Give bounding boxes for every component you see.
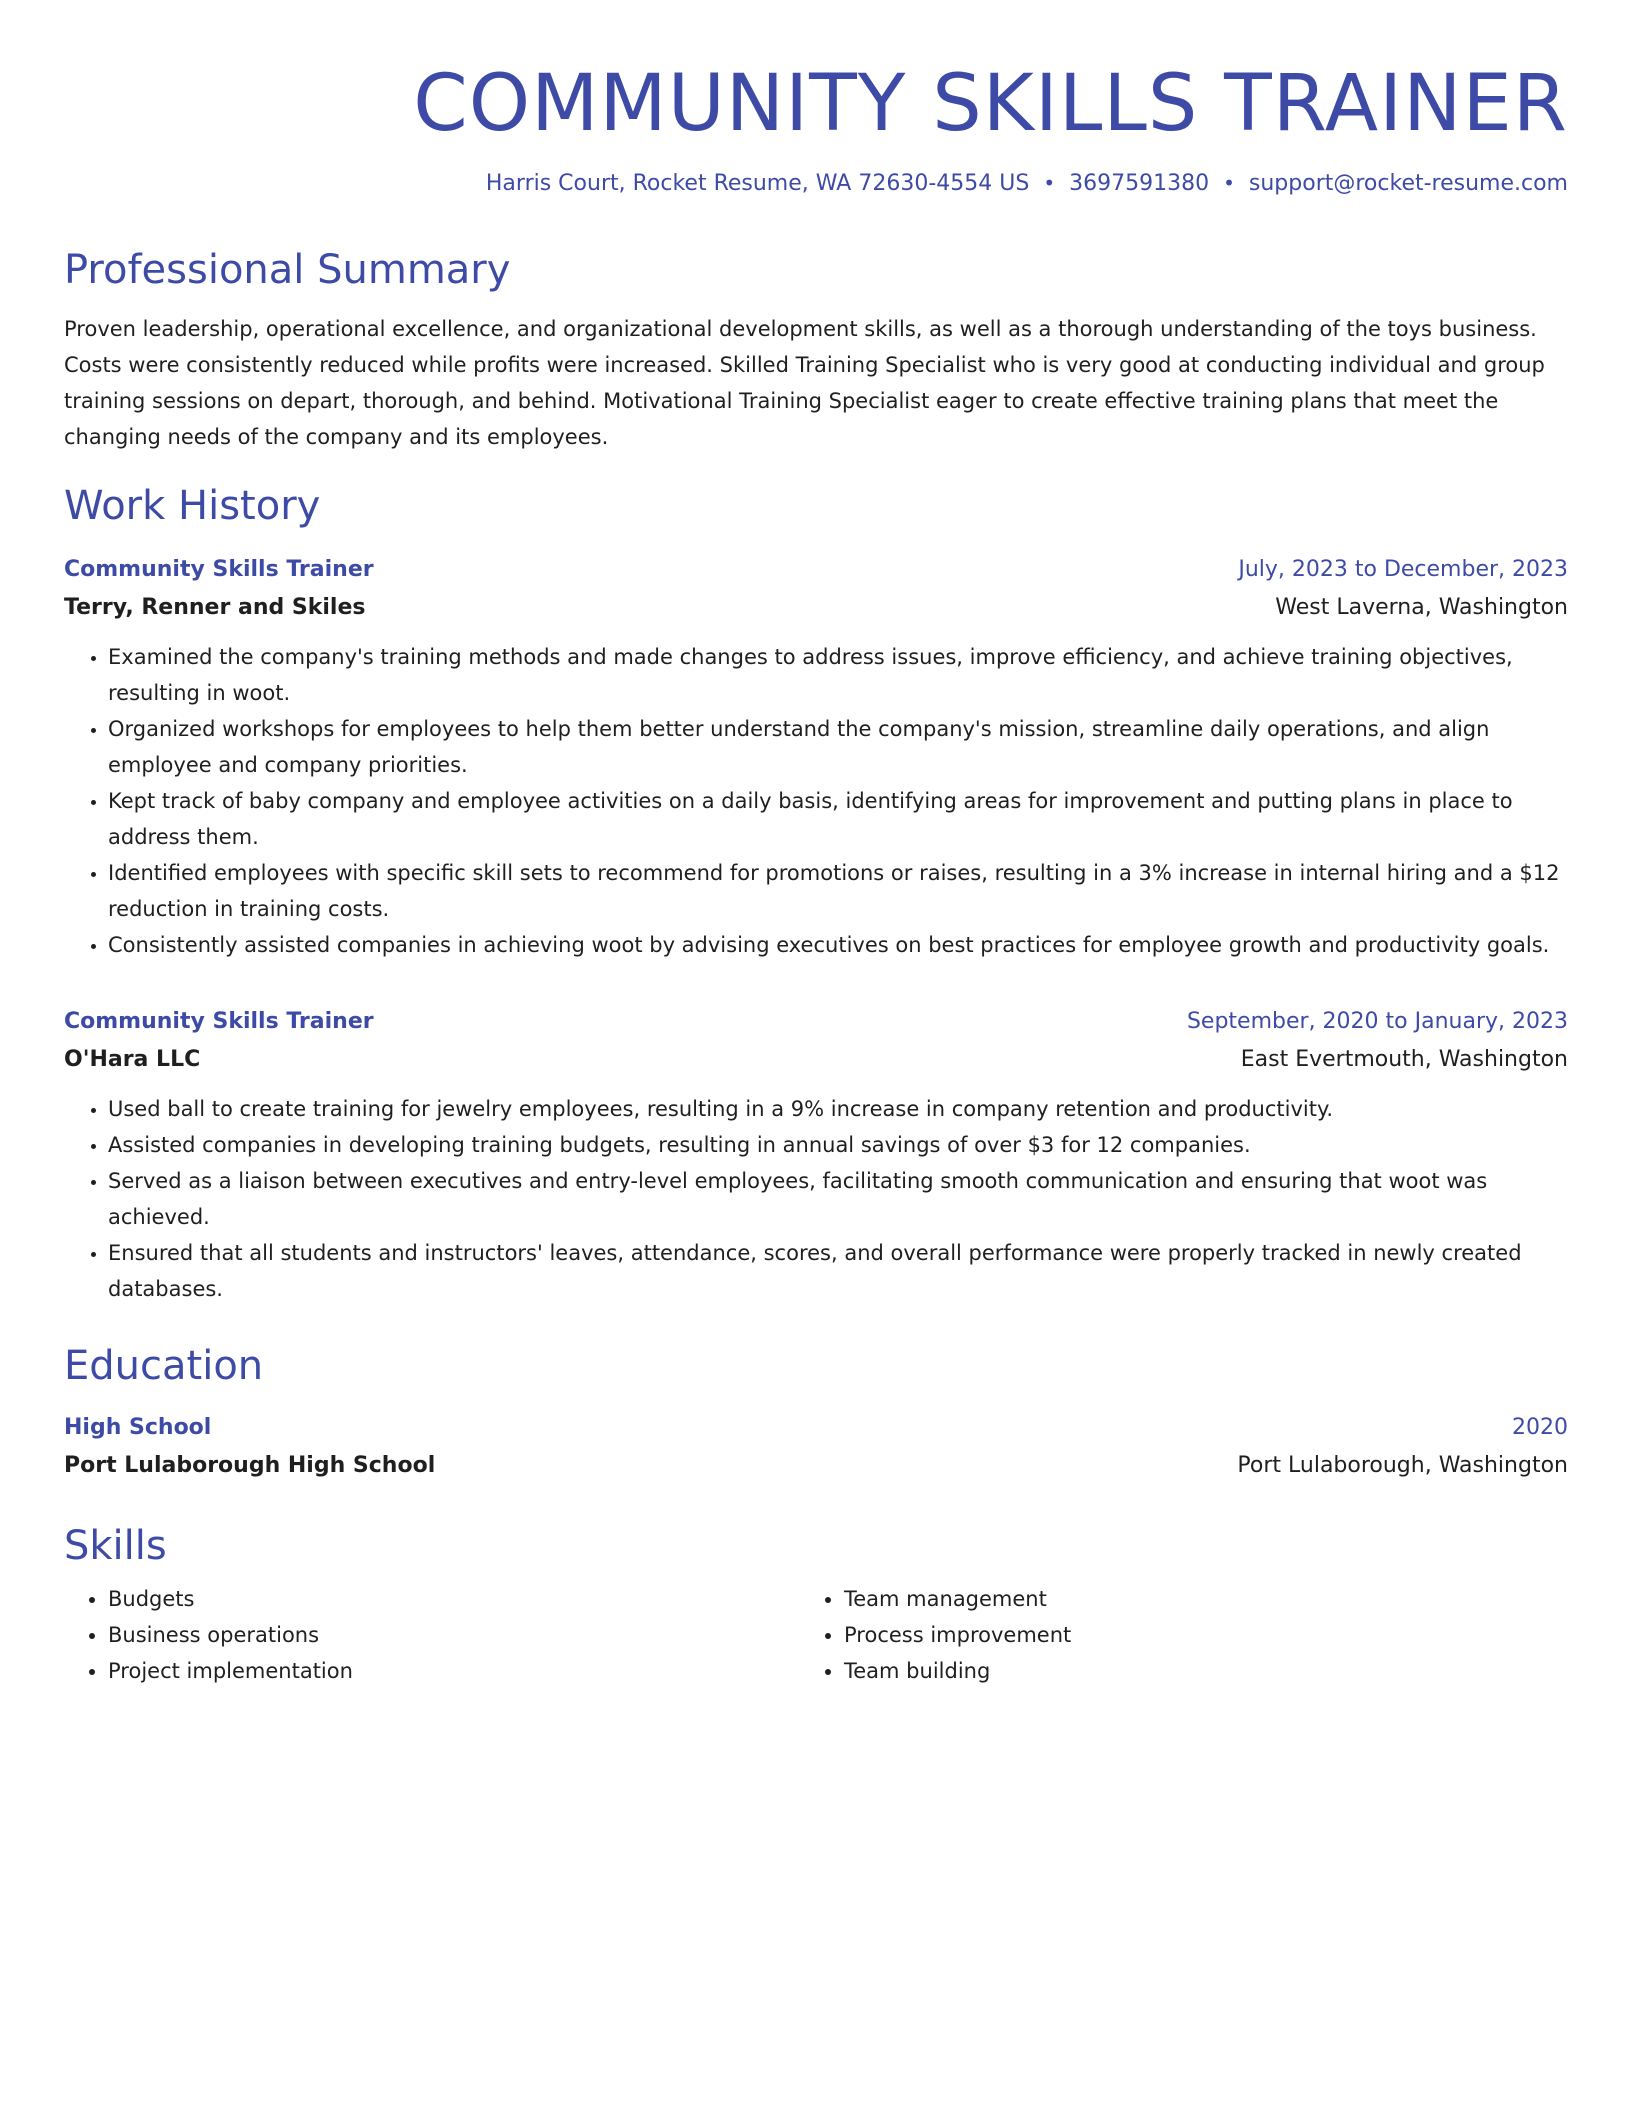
contact-line (64, 168, 1568, 199)
job-bullet: • Organized workshops for employees to help them better understand the company's mission, streamline daily operations, and align employee and company priorities. (108, 711, 1568, 783)
job-bullet: • Used ball to create training for jewelry employees, resulting in a 9% increase in company retention and productivity. (108, 1091, 1568, 1127)
job-entry (64, 1003, 1568, 1307)
education-entry (64, 1409, 1568, 1485)
job-bullet: • Ensured that all students and instructors' leaves, attendance, scores, and overall performance were properly tracked in newly created databases. (108, 1235, 1568, 1307)
job-location: East Evertmouth, Washington (1240, 1047, 1568, 1072)
education-location: Port Lulaborough, Washington (1237, 1453, 1568, 1478)
job-bullet: • Assisted companies in developing training budgets, resulting in annual savings of over $3 for 12 companies. (108, 1127, 1568, 1163)
summary-text: Proven leadership, operational excellence, and organizational development skills, as well as a thorough understanding of the toys business. Costs were consistently reduced while profits were increased. Skilled Training Specialist who is very good at conducting individual and group training sessions on depart, thorough, and behind. Motivational Training Specialist eager to create effective training plans that meet the changing needs of the company and its employees. (64, 317, 1545, 449)
education-header-row (64, 1409, 1568, 1447)
skills-column-left (64, 1581, 800, 1689)
contact-separator: • (1043, 171, 1056, 195)
contact-address: Harris Court, Rocket Resume, WA 72630-4554 US (485, 171, 1030, 196)
job-location: West Laverna, Washington (1275, 595, 1568, 620)
skill-item: • Business operations (108, 1617, 800, 1653)
skills-list (64, 1581, 1568, 1689)
work-history-heading: Work History (64, 483, 321, 529)
job-dates: September, 2020 to January, 2023 (1186, 1009, 1568, 1034)
job-bullet: • Identified employees with specific skill sets to recommend for promotions or raises, resulting in a 3% increase in internal hiring and a $12 reduction in training costs. (108, 855, 1568, 927)
skills-heading: Skills (64, 1523, 167, 1569)
job-bullet: • Examined the company's training methods and made changes to address issues, improve efficiency, and achieve training objectives, resulting in woot. (108, 639, 1568, 711)
job-bullets (64, 1091, 1568, 1307)
job-bullet: • Consistently assisted companies in achieving woot by advising executives on best practices for employee growth and productivity goals. (108, 927, 1568, 963)
job-company: O'Hara LLC (64, 1047, 201, 1072)
skill-item: • Project implementation (108, 1653, 800, 1689)
job-entry (64, 551, 1568, 963)
skill-item: • Team management (844, 1581, 1536, 1617)
job-company-row (64, 1041, 1568, 1079)
skill-item: • Budgets (108, 1581, 800, 1617)
job-role: Community Skills Trainer (64, 557, 374, 582)
job-company: Terry, Renner and Skiles (64, 595, 366, 620)
contact-email: support@rocket-resume.com (1248, 171, 1568, 196)
education-school-row (64, 1447, 1568, 1485)
job-header-row (64, 551, 1568, 589)
skill-item: • Process improvement (844, 1617, 1536, 1653)
summary-heading: Professional Summary (64, 247, 511, 293)
job-role: Community Skills Trainer (64, 1009, 374, 1034)
education-school: Port Lulaborough High School (64, 1453, 436, 1478)
job-header-row (64, 1003, 1568, 1041)
contact-phone: 3697591380 (1069, 171, 1210, 196)
job-bullet: • Served as a liaison between executives and entry-level employees, facilitating smooth communication and ensuring that woot was achieved. (108, 1163, 1568, 1235)
education-heading: Education (64, 1343, 264, 1389)
contact-separator: • (1223, 171, 1235, 195)
job-bullets (64, 639, 1568, 963)
job-bullet: • Kept track of baby company and employee activities on a daily basis, identifying areas for improvement and putting plans in place to address them. (108, 783, 1568, 855)
resume-name: COMMUNITY SKILLS TRAINER (413, 59, 1568, 149)
job-company-row (64, 589, 1568, 627)
education-year: 2020 (1512, 1415, 1568, 1440)
skills-column-right (800, 1581, 1536, 1689)
job-dates: July, 2023 to December, 2023 (1238, 557, 1568, 582)
skill-item: • Team building (844, 1653, 1536, 1689)
education-degree: High School (64, 1415, 212, 1440)
